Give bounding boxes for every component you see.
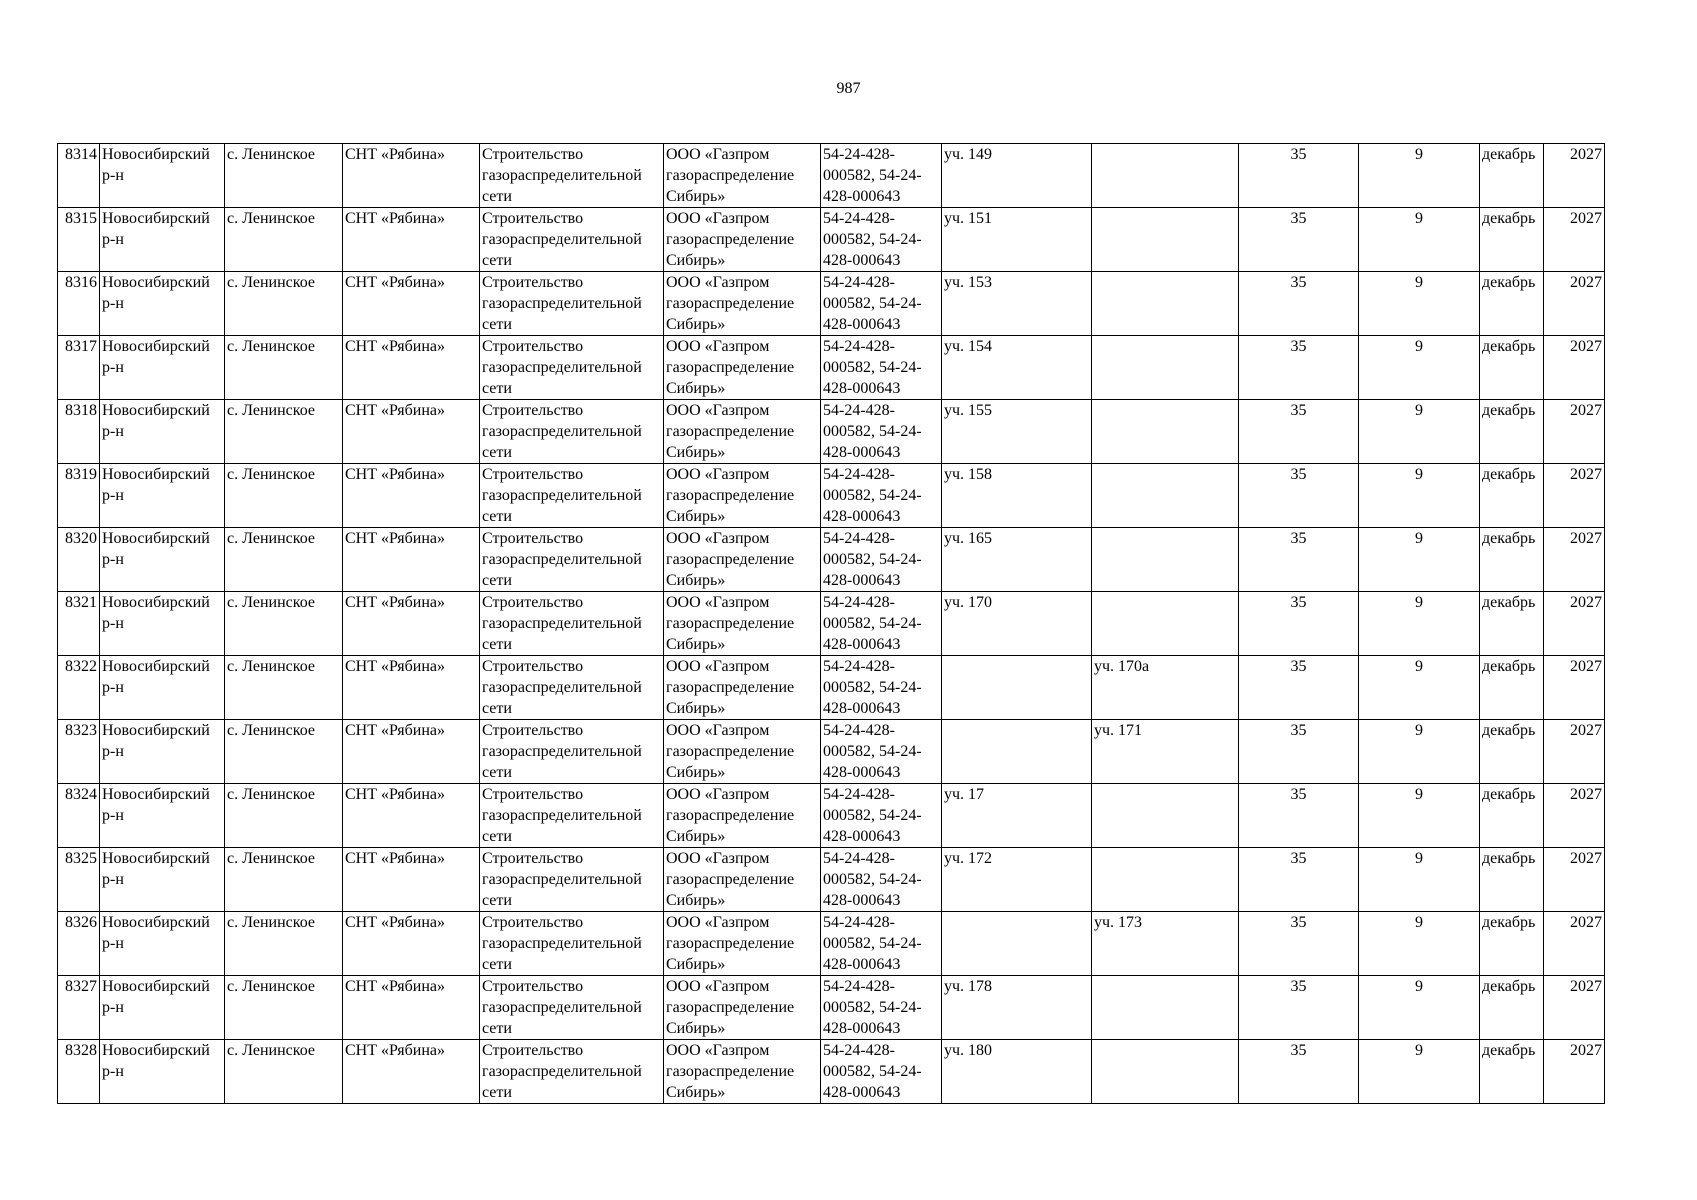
plot-extra-cell: [1092, 976, 1239, 1040]
table-row: [58, 208, 1605, 272]
settlement-cell: СНТ «Рябина»: [343, 400, 480, 464]
month-cell: декабрь: [1480, 848, 1544, 912]
value-1-cell: 35: [1239, 720, 1359, 784]
year-cell: 2027: [1544, 464, 1605, 528]
organization-cell: ООО «Газпром газораспределение Сибирь»: [664, 976, 821, 1040]
work-type-cell: Строительство газораспределительной сети: [480, 464, 664, 528]
cadastral-cell: 54-24-428-000582, 54-24-428-000643: [821, 720, 942, 784]
district-cell: Новосибирский р-н: [100, 336, 225, 400]
plot-cell: уч. 149: [942, 144, 1092, 208]
cadastral-cell: 54-24-428-000582, 54-24-428-000643: [821, 592, 942, 656]
plot-cell: уч. 155: [942, 400, 1092, 464]
organization-cell: ООО «Газпром газораспределение Сибирь»: [664, 784, 821, 848]
district-cell: Новосибирский р-н: [100, 1040, 225, 1104]
plot-cell: уч. 151: [942, 208, 1092, 272]
work-type-cell: Строительство газораспределительной сети: [480, 848, 664, 912]
organization-cell: ООО «Газпром газораспределение Сибирь»: [664, 144, 821, 208]
organization-cell: ООО «Газпром газораспределение Сибирь»: [664, 912, 821, 976]
year-cell: 2027: [1544, 528, 1605, 592]
row-number: 8319: [58, 464, 100, 528]
year-cell: 2027: [1544, 1040, 1605, 1104]
table-row: [58, 784, 1605, 848]
cadastral-cell: 54-24-428-000582, 54-24-428-000643: [821, 336, 942, 400]
settlement-cell: СНТ «Рябина»: [343, 336, 480, 400]
table-row: [58, 656, 1605, 720]
value-1-cell: 35: [1239, 848, 1359, 912]
district-cell: Новосибирский р-н: [100, 464, 225, 528]
table-row: [58, 848, 1605, 912]
row-number: 8323: [58, 720, 100, 784]
plot-cell: [942, 912, 1092, 976]
month-cell: декабрь: [1480, 144, 1544, 208]
value-1-cell: 35: [1239, 208, 1359, 272]
organization-cell: ООО «Газпром газораспределение Сибирь»: [664, 720, 821, 784]
month-cell: декабрь: [1480, 528, 1544, 592]
value-2-cell: 9: [1359, 528, 1480, 592]
plot-extra-cell: [1092, 528, 1239, 592]
year-cell: 2027: [1544, 848, 1605, 912]
locality-cell: с. Ленинское: [225, 208, 343, 272]
plot-cell: уч. 172: [942, 848, 1092, 912]
value-2-cell: 9: [1359, 400, 1480, 464]
work-type-cell: Строительство газораспределительной сети: [480, 400, 664, 464]
locality-cell: с. Ленинское: [225, 976, 343, 1040]
district-cell: Новосибирский р-н: [100, 144, 225, 208]
table-row: [58, 1040, 1605, 1104]
row-number: 8326: [58, 912, 100, 976]
value-2-cell: 9: [1359, 912, 1480, 976]
locality-cell: с. Ленинское: [225, 400, 343, 464]
district-cell: Новосибирский р-н: [100, 208, 225, 272]
plot-extra-cell: [1092, 1040, 1239, 1104]
table-row: [58, 912, 1605, 976]
year-cell: 2027: [1544, 912, 1605, 976]
month-cell: декабрь: [1480, 272, 1544, 336]
value-1-cell: 35: [1239, 912, 1359, 976]
plot-cell: уч. 180: [942, 1040, 1092, 1104]
cadastral-cell: 54-24-428-000582, 54-24-428-000643: [821, 528, 942, 592]
value-1-cell: 35: [1239, 592, 1359, 656]
settlement-cell: СНТ «Рябина»: [343, 208, 480, 272]
plot-cell: уч. 170: [942, 592, 1092, 656]
plot-extra-cell: [1092, 272, 1239, 336]
work-type-cell: Строительство газораспределительной сети: [480, 208, 664, 272]
plot-cell: уч. 17: [942, 784, 1092, 848]
settlement-cell: СНТ «Рябина»: [343, 784, 480, 848]
value-2-cell: 9: [1359, 848, 1480, 912]
settlement-cell: СНТ «Рябина»: [343, 656, 480, 720]
work-type-cell: Строительство газораспределительной сети: [480, 272, 664, 336]
value-1-cell: 35: [1239, 272, 1359, 336]
cadastral-cell: 54-24-428-000582, 54-24-428-000643: [821, 144, 942, 208]
district-cell: Новосибирский р-н: [100, 784, 225, 848]
month-cell: декабрь: [1480, 976, 1544, 1040]
work-type-cell: Строительство газораспределительной сети: [480, 656, 664, 720]
table-row: [58, 528, 1605, 592]
cadastral-cell: 54-24-428-000582, 54-24-428-000643: [821, 848, 942, 912]
locality-cell: с. Ленинское: [225, 784, 343, 848]
value-2-cell: 9: [1359, 144, 1480, 208]
table-row: [58, 400, 1605, 464]
value-2-cell: 9: [1359, 656, 1480, 720]
plot-cell: уч. 158: [942, 464, 1092, 528]
value-2-cell: 9: [1359, 720, 1480, 784]
work-type-cell: Строительство газораспределительной сети: [480, 912, 664, 976]
locality-cell: с. Ленинское: [225, 528, 343, 592]
cadastral-cell: 54-24-428-000582, 54-24-428-000643: [821, 912, 942, 976]
plot-extra-cell: [1092, 208, 1239, 272]
plot-extra-cell: [1092, 784, 1239, 848]
table-row: [58, 592, 1605, 656]
row-number: 8317: [58, 336, 100, 400]
row-number: 8325: [58, 848, 100, 912]
settlement-cell: СНТ «Рябина»: [343, 976, 480, 1040]
district-cell: Новосибирский р-н: [100, 912, 225, 976]
plot-extra-cell: [1092, 400, 1239, 464]
work-type-cell: Строительство газораспределительной сети: [480, 592, 664, 656]
plot-cell: [942, 720, 1092, 784]
month-cell: декабрь: [1480, 656, 1544, 720]
value-2-cell: 9: [1359, 976, 1480, 1040]
work-type-cell: Строительство газораспределительной сети: [480, 1040, 664, 1104]
plot-extra-cell: [1092, 336, 1239, 400]
year-cell: 2027: [1544, 720, 1605, 784]
year-cell: 2027: [1544, 784, 1605, 848]
value-2-cell: 9: [1359, 592, 1480, 656]
year-cell: 2027: [1544, 656, 1605, 720]
settlement-cell: СНТ «Рябина»: [343, 848, 480, 912]
district-cell: Новосибирский р-н: [100, 528, 225, 592]
value-2-cell: 9: [1359, 464, 1480, 528]
table-row: [58, 144, 1605, 208]
settlement-cell: СНТ «Рябина»: [343, 464, 480, 528]
value-2-cell: 9: [1359, 272, 1480, 336]
organization-cell: ООО «Газпром газораспределение Сибирь»: [664, 528, 821, 592]
cadastral-cell: 54-24-428-000582, 54-24-428-000643: [821, 208, 942, 272]
organization-cell: ООО «Газпром газораспределение Сибирь»: [664, 464, 821, 528]
value-1-cell: 35: [1239, 336, 1359, 400]
row-number: 8324: [58, 784, 100, 848]
plot-extra-cell: [1092, 464, 1239, 528]
value-1-cell: 35: [1239, 144, 1359, 208]
row-number: 8318: [58, 400, 100, 464]
registry-table: [57, 143, 1605, 1104]
row-number: 8327: [58, 976, 100, 1040]
value-1-cell: 35: [1239, 976, 1359, 1040]
cadastral-cell: 54-24-428-000582, 54-24-428-000643: [821, 464, 942, 528]
month-cell: декабрь: [1480, 592, 1544, 656]
work-type-cell: Строительство газораспределительной сети: [480, 784, 664, 848]
locality-cell: с. Ленинское: [225, 144, 343, 208]
year-cell: 2027: [1544, 336, 1605, 400]
work-type-cell: Строительство газораспределительной сети: [480, 976, 664, 1040]
organization-cell: ООО «Газпром газораспределение Сибирь»: [664, 208, 821, 272]
plot-extra-cell: уч. 171: [1092, 720, 1239, 784]
settlement-cell: СНТ «Рябина»: [343, 528, 480, 592]
year-cell: 2027: [1544, 208, 1605, 272]
year-cell: 2027: [1544, 272, 1605, 336]
locality-cell: с. Ленинское: [225, 848, 343, 912]
month-cell: декабрь: [1480, 784, 1544, 848]
settlement-cell: СНТ «Рябина»: [343, 272, 480, 336]
organization-cell: ООО «Газпром газораспределение Сибирь»: [664, 336, 821, 400]
value-1-cell: 35: [1239, 656, 1359, 720]
value-1-cell: 35: [1239, 400, 1359, 464]
district-cell: Новосибирский р-н: [100, 976, 225, 1040]
year-cell: 2027: [1544, 400, 1605, 464]
work-type-cell: Строительство газораспределительной сети: [480, 144, 664, 208]
plot-cell: уч. 178: [942, 976, 1092, 1040]
cadastral-cell: 54-24-428-000582, 54-24-428-000643: [821, 1040, 942, 1104]
settlement-cell: СНТ «Рябина»: [343, 592, 480, 656]
month-cell: декабрь: [1480, 208, 1544, 272]
district-cell: Новосибирский р-н: [100, 720, 225, 784]
organization-cell: ООО «Газпром газораспределение Сибирь»: [664, 656, 821, 720]
plot-cell: уч. 154: [942, 336, 1092, 400]
organization-cell: ООО «Газпром газораспределение Сибирь»: [664, 272, 821, 336]
locality-cell: с. Ленинское: [225, 272, 343, 336]
month-cell: декабрь: [1480, 912, 1544, 976]
settlement-cell: СНТ «Рябина»: [343, 720, 480, 784]
month-cell: декабрь: [1480, 720, 1544, 784]
cadastral-cell: 54-24-428-000582, 54-24-428-000643: [821, 656, 942, 720]
plot-cell: [942, 656, 1092, 720]
plot-cell: уч. 153: [942, 272, 1092, 336]
cadastral-cell: 54-24-428-000582, 54-24-428-000643: [821, 976, 942, 1040]
organization-cell: ООО «Газпром газораспределение Сибирь»: [664, 592, 821, 656]
table-row: [58, 976, 1605, 1040]
value-1-cell: 35: [1239, 784, 1359, 848]
row-number: 8328: [58, 1040, 100, 1104]
locality-cell: с. Ленинское: [225, 912, 343, 976]
month-cell: декабрь: [1480, 1040, 1544, 1104]
cadastral-cell: 54-24-428-000582, 54-24-428-000643: [821, 784, 942, 848]
locality-cell: с. Ленинское: [225, 592, 343, 656]
organization-cell: ООО «Газпром газораспределение Сибирь»: [664, 848, 821, 912]
value-2-cell: 9: [1359, 208, 1480, 272]
table-row: [58, 336, 1605, 400]
row-number: 8315: [58, 208, 100, 272]
year-cell: 2027: [1544, 976, 1605, 1040]
value-2-cell: 9: [1359, 1040, 1480, 1104]
table-row: [58, 272, 1605, 336]
row-number: 8321: [58, 592, 100, 656]
work-type-cell: Строительство газораспределительной сети: [480, 528, 664, 592]
organization-cell: ООО «Газпром газораспределение Сибирь»: [664, 400, 821, 464]
row-number: 8316: [58, 272, 100, 336]
value-1-cell: 35: [1239, 528, 1359, 592]
row-number: 8320: [58, 528, 100, 592]
organization-cell: ООО «Газпром газораспределение Сибирь»: [664, 1040, 821, 1104]
plot-cell: уч. 165: [942, 528, 1092, 592]
cadastral-cell: 54-24-428-000582, 54-24-428-000643: [821, 400, 942, 464]
table-row: [58, 464, 1605, 528]
year-cell: 2027: [1544, 144, 1605, 208]
locality-cell: с. Ленинское: [225, 1040, 343, 1104]
settlement-cell: СНТ «Рябина»: [343, 1040, 480, 1104]
plot-extra-cell: [1092, 592, 1239, 656]
locality-cell: с. Ленинское: [225, 720, 343, 784]
table-row: [58, 720, 1605, 784]
month-cell: декабрь: [1480, 464, 1544, 528]
plot-extra-cell: [1092, 144, 1239, 208]
month-cell: декабрь: [1480, 400, 1544, 464]
work-type-cell: Строительство газораспределительной сети: [480, 720, 664, 784]
district-cell: Новосибирский р-н: [100, 272, 225, 336]
district-cell: Новосибирский р-н: [100, 400, 225, 464]
locality-cell: с. Ленинское: [225, 656, 343, 720]
registry-rows: [58, 144, 1605, 1104]
value-1-cell: 35: [1239, 464, 1359, 528]
work-type-cell: Строительство газораспределительной сети: [480, 336, 664, 400]
value-1-cell: 35: [1239, 1040, 1359, 1104]
page-number: 987: [836, 80, 861, 97]
locality-cell: с. Ленинское: [225, 336, 343, 400]
plot-extra-cell: [1092, 848, 1239, 912]
cadastral-cell: 54-24-428-000582, 54-24-428-000643: [821, 272, 942, 336]
locality-cell: с. Ленинское: [225, 464, 343, 528]
month-cell: декабрь: [1480, 336, 1544, 400]
plot-extra-cell: уч. 170а: [1092, 656, 1239, 720]
settlement-cell: СНТ «Рябина»: [343, 144, 480, 208]
district-cell: Новосибирский р-н: [100, 848, 225, 912]
settlement-cell: СНТ «Рябина»: [343, 912, 480, 976]
value-2-cell: 9: [1359, 336, 1480, 400]
year-cell: 2027: [1544, 592, 1605, 656]
plot-extra-cell: уч. 173: [1092, 912, 1239, 976]
district-cell: Новосибирский р-н: [100, 656, 225, 720]
row-number: 8314: [58, 144, 100, 208]
district-cell: Новосибирский р-н: [100, 592, 225, 656]
value-2-cell: 9: [1359, 784, 1480, 848]
row-number: 8322: [58, 656, 100, 720]
